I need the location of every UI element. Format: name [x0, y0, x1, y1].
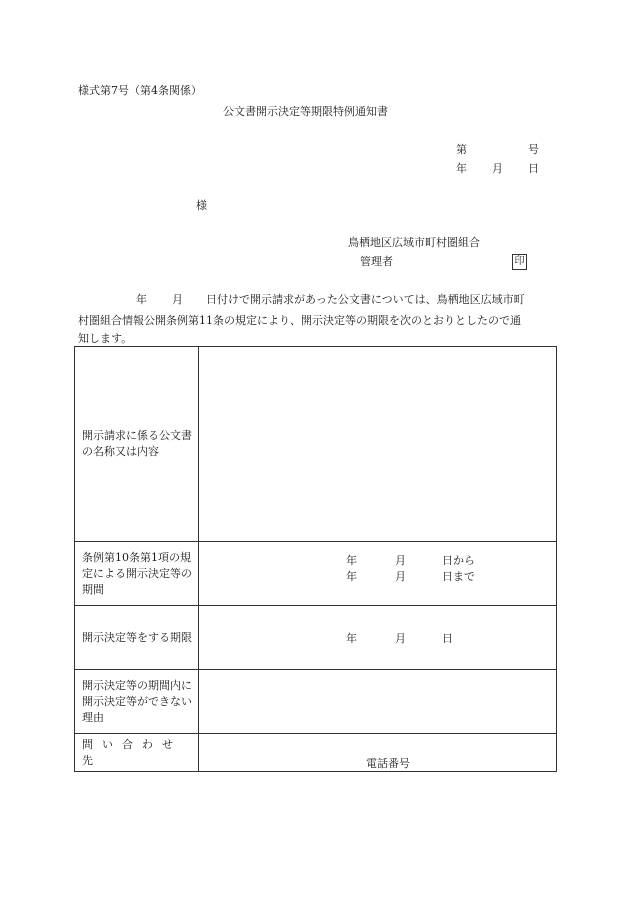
- table-row: [75, 734, 557, 772]
- table-row: [75, 347, 557, 542]
- intro-line-2: 村圏組合情報公開条例第11条の規定により、開示決定等の期限を次のとおりとしたので通: [78, 314, 521, 327]
- doc-number-suffix: 号: [528, 143, 539, 156]
- row-value-document-name: [199, 347, 557, 542]
- from-month: 月: [395, 554, 406, 567]
- seal-mark: [512, 254, 527, 270]
- from-day: 日から: [442, 554, 475, 567]
- intro-year: 年: [136, 293, 147, 306]
- row-label-document-name: 開示請求に係る公文書の名称又は内容: [75, 347, 199, 542]
- row-value-contact: [199, 734, 557, 772]
- to-day: 日まで: [442, 570, 475, 583]
- deadline-year: 年: [346, 632, 357, 645]
- doc-number-prefix: 第: [456, 143, 467, 156]
- deadline-day: 日: [442, 632, 453, 645]
- row-label-contact: 問い合わせ先: [75, 734, 199, 772]
- intro-month: 月: [172, 293, 183, 306]
- deadline-month: 月: [395, 632, 406, 645]
- seal-box: 印: [512, 254, 527, 270]
- table-row: [75, 606, 557, 670]
- intro-line-1: 日付けで開示請求があった公文書については、鳥栖地区広域市町: [206, 293, 525, 306]
- to-year: 年: [346, 570, 357, 583]
- date-year: 年: [456, 162, 467, 175]
- sender-organization: 鳥栖地区広域市町村圏組合: [348, 236, 480, 249]
- from-year: 年: [346, 554, 357, 567]
- row-value-decision-period: [199, 542, 557, 606]
- row-label-deadline: 開示決定等をする期限: [75, 606, 199, 670]
- row-value-deadline: [199, 606, 557, 670]
- row-label-decision-period: 条例第10条第1項の規定による開示決定等の期間: [75, 542, 199, 606]
- to-month: 月: [395, 570, 406, 583]
- intro-line-3: 知します。: [78, 332, 133, 345]
- date-day: 日: [528, 162, 539, 175]
- addressee-suffix: 様: [196, 199, 207, 212]
- date-month: 月: [492, 162, 503, 175]
- row-value-reason: [199, 670, 557, 734]
- notice-table: [74, 346, 557, 772]
- document-title: 公文書開示決定等期限特例通知書: [223, 105, 388, 118]
- table-row: [75, 670, 557, 734]
- sender-role: 管理者: [360, 255, 393, 268]
- row-label-reason: 開示決定等の期間内に開示決定等ができない理由: [75, 670, 199, 734]
- phone-label: 電話番号: [366, 757, 410, 770]
- table-row: [75, 542, 557, 606]
- form-number: 様式第7号（第4条関係）: [78, 84, 202, 97]
